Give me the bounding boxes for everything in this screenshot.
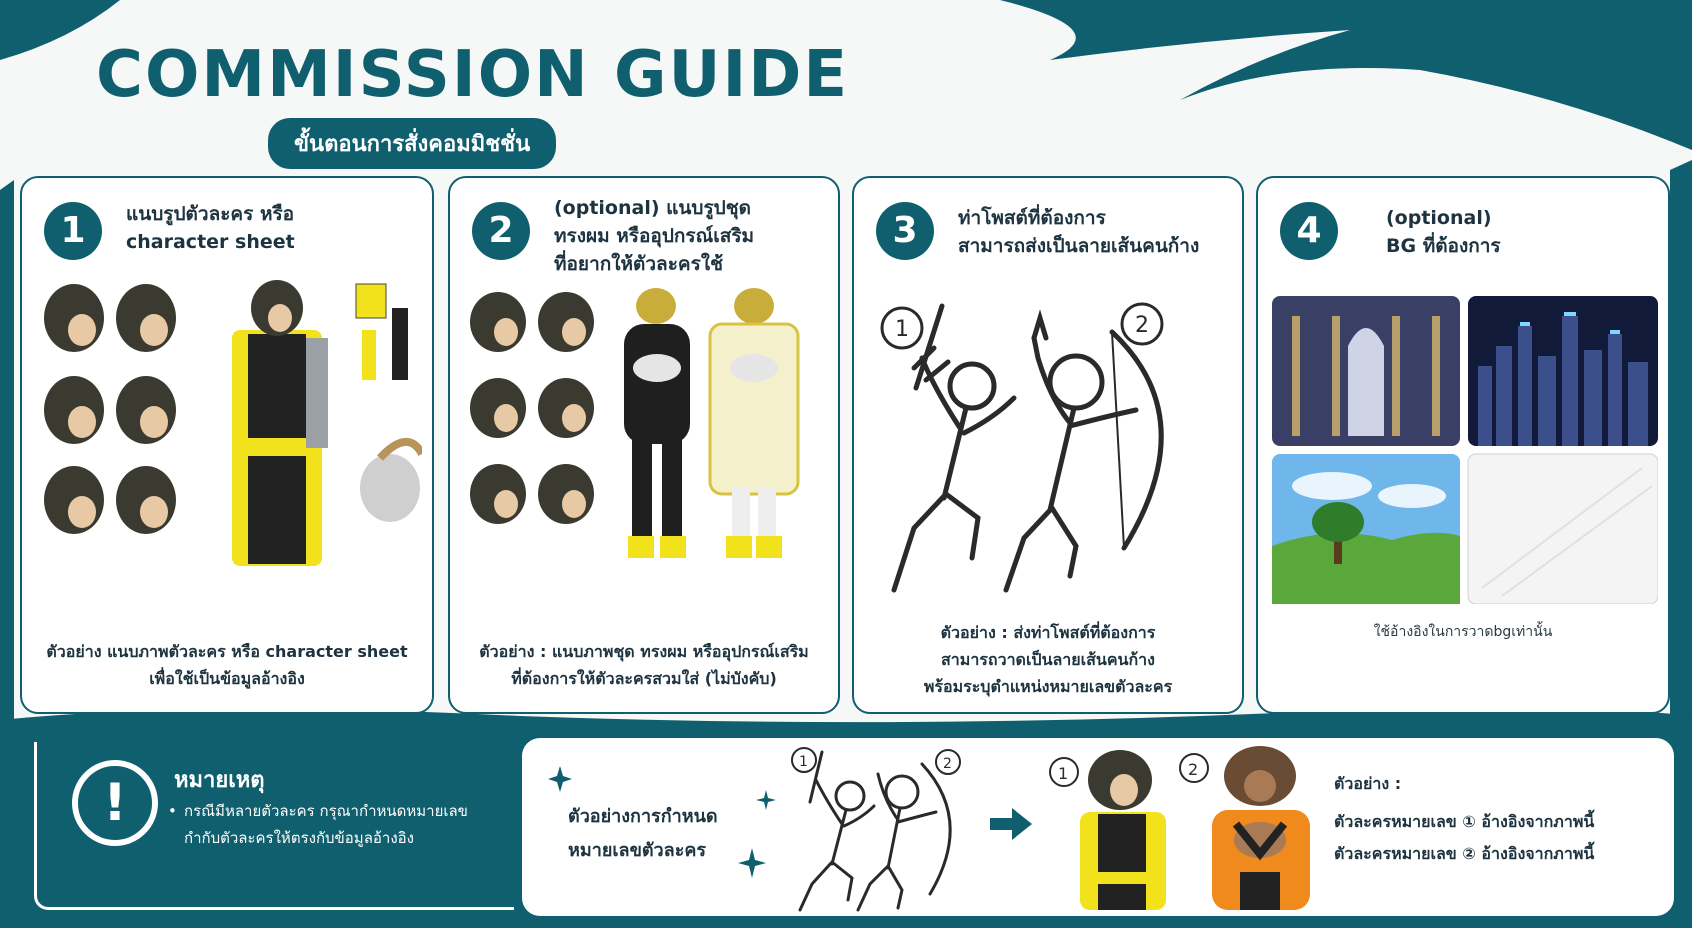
footer-line: ตัวอย่าง : ส่งท่าโพสต์ที่ต้องการ <box>940 623 1156 642</box>
example-figure-label-2: 2 <box>943 756 952 772</box>
example-stick-figures <box>784 744 964 912</box>
step-card-2 <box>448 176 840 714</box>
heading-line: ท่าโพสต์ที่ต้องการ <box>958 207 1106 229</box>
top-right-brush <box>1000 0 1692 150</box>
heading-line: character sheet <box>126 231 295 253</box>
note-line: กรณีมีหลายตัวละคร กรุณากำหนดหมายเลข <box>184 802 468 820</box>
character-sheet-illustration <box>36 278 422 578</box>
exclamation-icon: ! <box>72 760 158 846</box>
figure-label-1: 1 <box>895 317 909 342</box>
step-number-badge: 4 <box>1280 202 1338 260</box>
step-number-badge: 1 <box>44 202 102 260</box>
step-card-1 <box>20 176 434 714</box>
step-footer <box>462 638 826 692</box>
heading-line: (optional) แนบรูปชุด <box>554 197 751 219</box>
example-right-line-2: ตัวละครหมายเลข ② อ้างอิงจากภาพนี้ <box>1334 844 1595 863</box>
step-number-badge: 2 <box>472 202 530 260</box>
example-left-text <box>568 800 718 868</box>
figure-label-2: 2 <box>1135 313 1149 338</box>
step-heading <box>126 200 420 256</box>
note-line: กำกับตัวละครให้ตรงกับข้อมูลอ้างอิง <box>184 829 414 847</box>
step-heading <box>958 204 1230 260</box>
example-figure-label-1: 1 <box>799 754 808 770</box>
heading-line: สามารถส่งเป็นลายเส้นคนก้าง <box>958 235 1200 257</box>
step-card-4 <box>1256 176 1670 714</box>
heading-line: BG ที่ต้องการ <box>1386 235 1501 257</box>
example-right-line-1: ตัวละครหมายเลข ① อ้างอิงจากภาพนี้ <box>1334 812 1595 831</box>
footer-line: สามารถวาดเป็นลายเส้นคนก้าง <box>941 650 1155 669</box>
footer-line: ตัวอย่าง : แนบภาพชุด ทรงผม หรืออุปกรณ์เสริม <box>479 642 809 661</box>
step-card-3 <box>852 176 1244 714</box>
footer-line: เพื่อใช้เป็นข้อมูลอ้างอิง <box>149 669 305 688</box>
step-footer <box>1270 619 1656 646</box>
step-heading <box>1386 204 1656 260</box>
bullet-dot-icon: • <box>168 802 177 820</box>
character-label-2: 2 <box>1188 760 1199 779</box>
footer-line: ตัวอย่าง แนบภาพตัวละคร หรือ character sheet <box>46 642 408 661</box>
heading-line: ทรงผม หรืออุปกรณ์เสริม <box>554 225 755 247</box>
page-subtitle: ขั้นตอนการสั่งคอมมิชชั่น <box>268 118 556 169</box>
example-right-title: ตัวอย่าง : <box>1334 774 1402 793</box>
step-heading <box>554 194 826 278</box>
page-title: COMMISSION GUIDE <box>96 38 850 112</box>
character-label-1: 1 <box>1058 764 1069 783</box>
step-footer <box>34 638 420 692</box>
note-bullet <box>168 798 468 852</box>
right-edge-brush <box>1670 160 1692 740</box>
example-character-1 <box>1040 750 1170 910</box>
example-line: ตัวอย่างการกำหนด <box>568 806 718 827</box>
arrow-right-icon <box>988 806 1034 842</box>
background-reference-grid <box>1272 296 1658 604</box>
heading-line: (optional) <box>1386 207 1492 229</box>
step-footer <box>866 619 1230 700</box>
example-line: หมายเลขตัวละคร <box>568 840 707 861</box>
note-title: หมายเหตุ <box>174 768 265 793</box>
footer-line: ที่ต้องการให้ตัวละครสวมใส่ (ไม่บังคับ) <box>511 669 777 688</box>
stick-figure-pose-illustration <box>874 298 1224 598</box>
heading-line: แนบรูปตัวละคร หรือ <box>126 203 295 225</box>
step-number-badge: 3 <box>876 202 934 260</box>
footer-line: พร้อมระบุตำแหน่งหมายเลขตัวละคร <box>923 677 1173 696</box>
left-edge-brush <box>0 180 14 720</box>
example-character-2 <box>1176 744 1326 910</box>
outfit-reference-illustration <box>464 288 826 578</box>
heading-line: ที่อยากให้ตัวละครใช้ <box>554 253 723 275</box>
footer-line: ใช้อ้างอิงในการวาดbgเท่านั้น <box>1373 624 1553 640</box>
